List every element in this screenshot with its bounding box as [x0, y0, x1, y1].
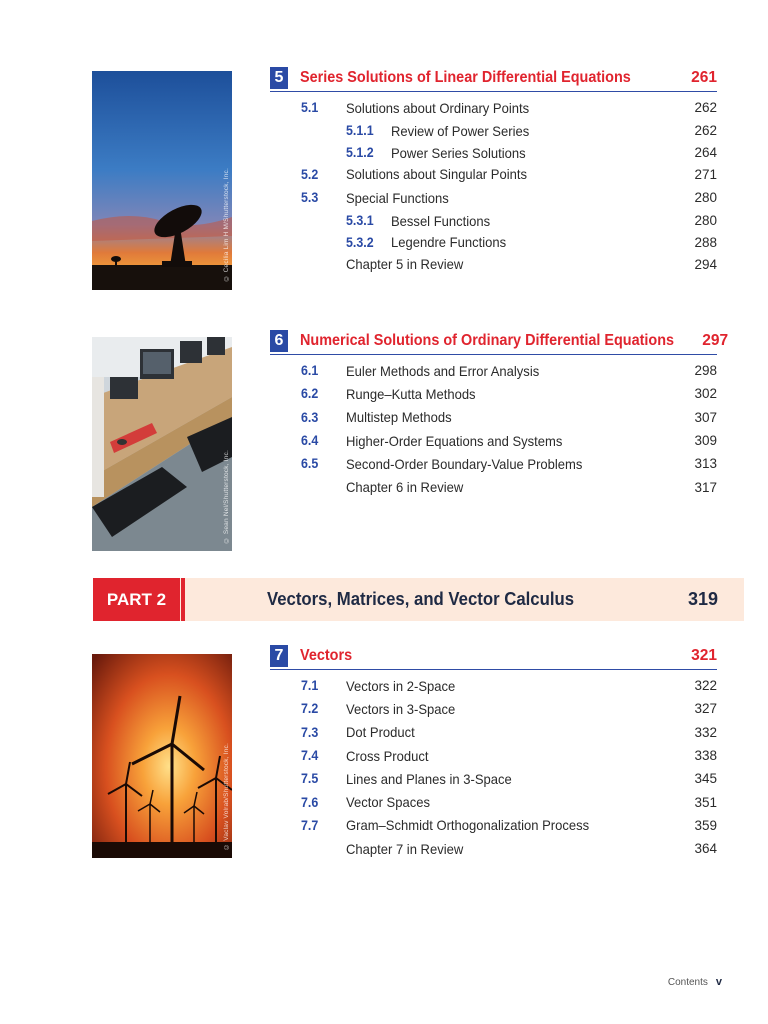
chapter-number-badge: 5	[270, 67, 288, 89]
section-title: Review of Power Series	[391, 122, 530, 139]
section-page: 280	[694, 190, 717, 206]
section-page: 345	[694, 771, 717, 787]
section-page: 309	[694, 433, 717, 449]
chapter-7-section	[270, 645, 717, 860]
section-title: Runge–Kutta Methods	[346, 385, 476, 402]
section-page: 294	[694, 256, 717, 272]
part-page: 319	[687, 589, 718, 609]
section-number: 5.3.2	[346, 234, 374, 250]
toc-entry[interactable]	[270, 721, 717, 744]
section-number: 5.2	[301, 166, 319, 182]
section-number: 5.1.1	[346, 123, 374, 139]
part-label: PART 2	[93, 578, 180, 621]
section-title: Second-Order Boundary-Value Problems	[346, 455, 583, 472]
toc-entry[interactable]	[270, 232, 717, 252]
footer-label: Contents	[667, 977, 708, 988]
section-number: 7.7	[301, 817, 319, 833]
chapter-title: Numerical Solutions of Ordinary Differential Equations	[300, 332, 675, 349]
chapter-7-photo	[92, 654, 232, 858]
section-number: 7.3	[301, 724, 319, 740]
section-page: 298	[694, 363, 717, 379]
section-number: 7.4	[301, 748, 319, 764]
toc-entry[interactable]	[270, 814, 717, 837]
toc-entry[interactable]	[270, 209, 717, 232]
toc-entry[interactable]	[270, 359, 717, 382]
section-number: 7.1	[301, 678, 319, 694]
section-page: 338	[694, 748, 717, 764]
section-number: 6.2	[301, 386, 319, 402]
radio-telescope-sunset-photo	[92, 71, 232, 290]
toc-entry[interactable]	[270, 382, 717, 405]
toc-entry[interactable]	[270, 837, 717, 860]
section-page: 302	[694, 386, 717, 402]
section-page: 271	[694, 166, 717, 182]
page-folio: v	[715, 976, 722, 988]
section-title: Euler Methods and Error Analysis	[346, 362, 540, 379]
toc-entry[interactable]	[270, 186, 717, 209]
section-title: Lines and Planes in 3-Space	[346, 770, 512, 787]
section-title: Solutions about Singular Points	[346, 166, 527, 183]
section-page: 364	[694, 841, 717, 857]
chapter-number-badge: 7	[270, 645, 288, 667]
section-page: 322	[694, 678, 717, 694]
toc-entry[interactable]	[270, 452, 717, 475]
section-number: 7.5	[301, 771, 319, 787]
section-title: Vectors in 2-Space	[346, 677, 456, 694]
chapter-heading[interactable]	[270, 330, 729, 355]
part-divider	[181, 578, 185, 621]
section-number: 6.5	[301, 456, 319, 472]
section-title: Chapter 5 in Review	[346, 256, 464, 273]
chapter-page: 297	[702, 332, 729, 349]
section-page: 307	[694, 409, 717, 425]
section-title: Bessel Functions	[391, 212, 491, 229]
section-page: 262	[694, 123, 717, 139]
chapter-6-entries	[270, 359, 717, 499]
section-number: 5.3.1	[346, 213, 374, 229]
section-page: 351	[694, 794, 717, 810]
toc-entry[interactable]	[270, 163, 717, 186]
part-title: Vectors, Matrices, and Vector Calculus	[267, 589, 575, 609]
section-number: 7.6	[301, 794, 319, 810]
section-title: Vectors in 3-Space	[346, 700, 456, 717]
section-title: Multistep Methods	[346, 409, 452, 426]
toc-entry[interactable]	[270, 674, 717, 697]
chapter-5-section	[270, 67, 717, 276]
toc-entry[interactable]	[270, 119, 717, 142]
section-number: 5.1.2	[346, 145, 374, 161]
section-title: Higher-Order Equations and Systems	[346, 432, 563, 449]
chapter-5-entries	[270, 96, 717, 276]
chapter-7-entries	[270, 674, 717, 860]
section-title: Solutions about Ordinary Points	[346, 99, 530, 116]
photo-credit: © Vaclav Volrab/Shutterstock, Inc.	[223, 743, 230, 850]
section-title: Legendre Functions	[391, 234, 507, 251]
chapter-6-photo	[92, 337, 232, 551]
section-title: Cross Product	[346, 747, 429, 764]
section-title: Dot Product	[346, 724, 415, 741]
section-page: 280	[694, 213, 717, 229]
chapter-6-section	[270, 330, 729, 499]
toc-entry[interactable]	[270, 767, 717, 790]
chapter-page: 321	[691, 647, 717, 664]
section-page: 327	[694, 701, 717, 717]
chapter-number-badge: 6	[270, 330, 288, 352]
photo-credit: © Cecilia Lim H M/Shutterstock, Inc.	[223, 168, 230, 282]
section-title: Chapter 6 in Review	[346, 479, 464, 496]
section-title: Vector Spaces	[346, 794, 430, 811]
computer-lab-photo	[92, 337, 232, 551]
section-title: Chapter 7 in Review	[346, 840, 464, 857]
section-page: 317	[694, 479, 717, 495]
toc-entry[interactable]	[270, 790, 717, 813]
section-page: 359	[694, 817, 717, 833]
chapter-title: Vectors	[300, 647, 353, 664]
section-number: 5.1	[301, 100, 319, 116]
section-title: Power Series Solutions	[391, 144, 526, 161]
section-number: 6.3	[301, 409, 319, 425]
section-page: 264	[694, 145, 717, 161]
section-number: 6.1	[301, 363, 319, 379]
toc-entry[interactable]	[270, 744, 717, 767]
toc-entry[interactable]	[270, 406, 717, 429]
section-title: Gram–Schmidt Orthogonalization Process	[346, 817, 590, 834]
section-number: 5.3	[301, 190, 319, 206]
toc-entry[interactable]	[270, 252, 717, 275]
chapter-heading[interactable]	[270, 67, 717, 92]
toc-entry[interactable]	[270, 697, 717, 720]
toc-entry[interactable]	[270, 96, 717, 119]
toc-entry[interactable]	[270, 475, 717, 498]
chapter-5-photo	[92, 71, 232, 290]
section-page: 288	[694, 234, 717, 250]
section-number: 7.2	[301, 701, 319, 717]
section-title: Special Functions	[346, 189, 449, 206]
toc-entry[interactable]	[270, 143, 717, 163]
section-page: 332	[694, 724, 717, 740]
photo-credit: © Sean Nel/Shutterstock, Inc.	[223, 449, 230, 543]
section-page: 313	[694, 456, 717, 472]
section-page: 262	[694, 100, 717, 116]
toc-entry[interactable]	[270, 429, 717, 452]
chapter-page: 261	[691, 69, 717, 86]
section-number: 6.4	[301, 433, 319, 449]
chapter-heading[interactable]	[270, 645, 717, 670]
wind-turbines-sunset-photo	[92, 654, 232, 858]
chapter-title: Series Solutions of Linear Differential Equations	[300, 69, 631, 86]
page-footer	[668, 976, 722, 988]
